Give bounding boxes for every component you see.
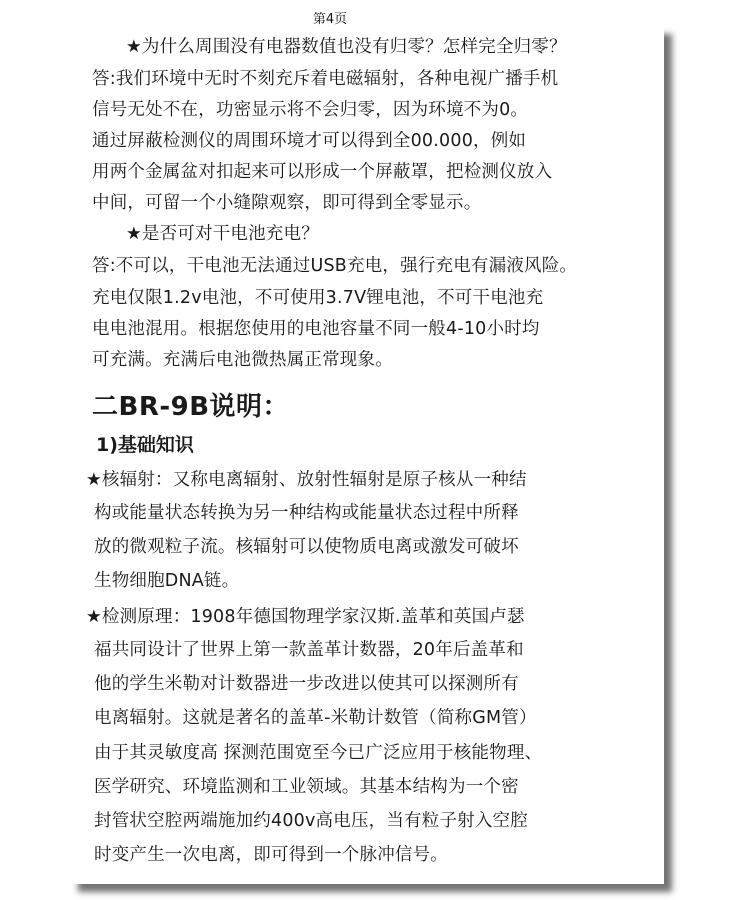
section-heading: 二BR-9B说明：: [92, 392, 290, 422]
faq-answer-line: 通过屏蔽检测仪的周围环境才可以得到全00.000，例如: [92, 131, 527, 151]
detection-principle-line: 时变产生一次电离，即可得到一个脉冲信号。: [94, 845, 448, 865]
nuclear-radiation-line: 放的微观粒子流。核辐射可以使物质电离或激发可破坏: [94, 537, 519, 557]
faq-answer-line: 信号无处不在，功密显示将不会归零，因为环境不为0。: [92, 100, 529, 120]
faq-answer-line: 答:我们环境中无时不刻充斥着电磁辐射，各种电视广播手机: [92, 69, 559, 89]
faq-answer-line: 电电池混用。根据您使用的电池容量不同一般4-10小时均: [92, 319, 540, 339]
detection-principle-line: 电离辐射。这就是著名的盖革-米勒计数管（简称GM管）: [94, 708, 537, 728]
page-number: 第4页: [312, 12, 348, 27]
faq-answer-line: 用两个金属盆对扣起来可以形成一个屏蔽罩，把检测仪放入: [92, 162, 553, 182]
detection-principle-line: 封管状空腔两端施加约400v高电压，当有粒子射入空腔: [94, 811, 528, 831]
detection-principle-line: 他的学生米勒对计数器进一步改进以使其可以探测所有: [94, 674, 519, 694]
faq-answer-line: 答:不可以，干电池无法通过USB充电，强行充电有漏液风险。: [92, 256, 578, 276]
faq-question-1: ★为什么周围没有电器数值也没有归零？怎样完全归零？: [126, 37, 567, 57]
faq-answer-line: 充电仅限1.2v电池，不可使用3.7V锂电池，不可干电池充: [92, 288, 544, 308]
detection-principle-line: 由于其灵敏度高 探测范围宽至今已广泛应用于核能物理、: [94, 743, 543, 763]
sub-heading: 1)基础知识: [96, 434, 194, 456]
detection-principle-line: 福共同设计了世界上第一款盖革计数器，20年后盖革和: [94, 640, 524, 660]
nuclear-radiation-line: 构或能量状态转换为另一种结构或能量状态过程中所释: [94, 503, 519, 523]
nuclear-radiation-line: ★核辐射：又称电离辐射、放射性辐射是原子核从一种结: [86, 470, 527, 490]
faq-answer-line: 中间，可留一个小缝隙观察，即可得到全零显示。: [92, 193, 482, 213]
nuclear-radiation-line: 生物细胞DNA链。: [94, 571, 240, 591]
detection-principle-line: ★检测原理：1908年德国物理学家汉斯.盖革和英国卢瑟: [86, 607, 525, 627]
faq-question-2: ★是否可对干电池充电？: [126, 224, 319, 244]
faq-answer-line: 可充满。充满后电池微热属正常现象。: [92, 350, 393, 370]
detection-principle-line: 医学研究、环境监测和工业领域。其基本结构为一个密: [94, 777, 519, 797]
